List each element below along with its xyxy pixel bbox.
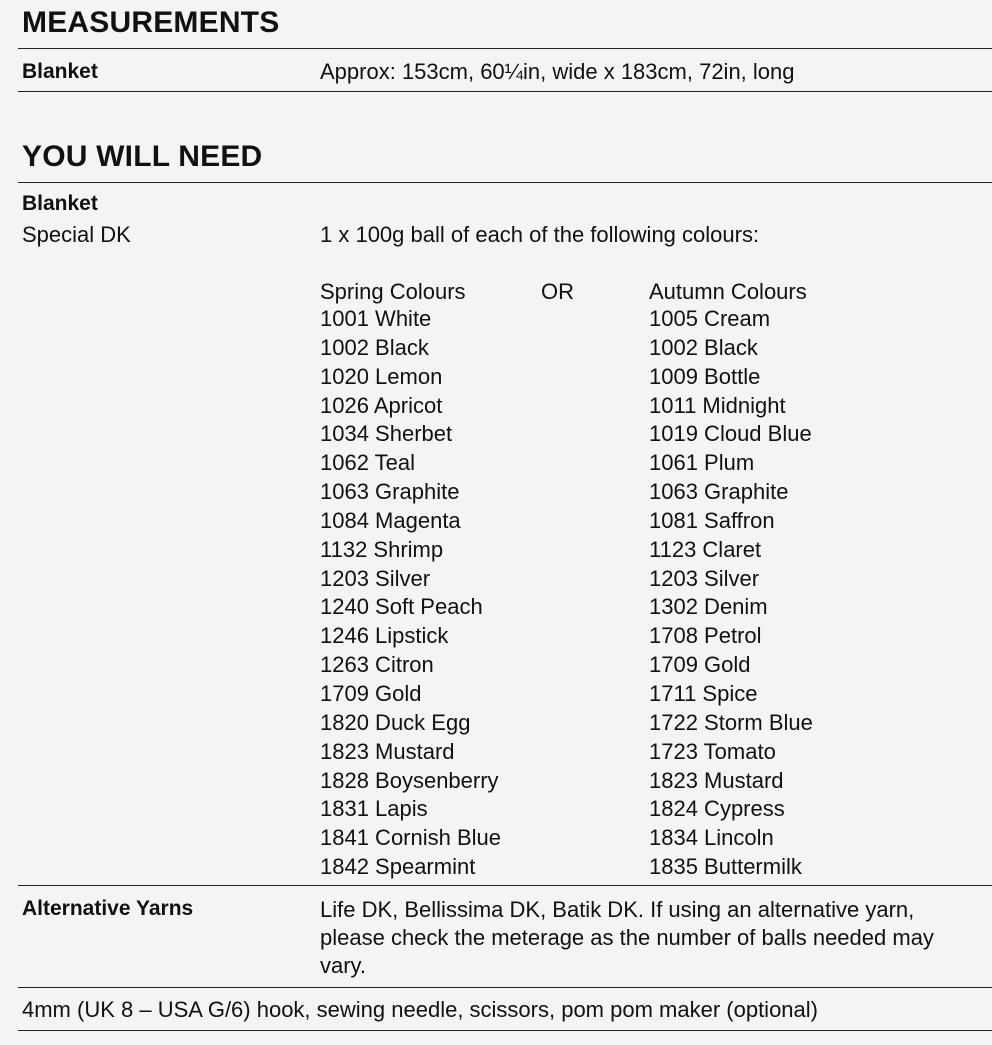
list-item: 1823 Mustard xyxy=(649,767,784,793)
list-item: 1246 Lipstick xyxy=(320,623,449,649)
spring-colours-header: Spring Colours xyxy=(320,279,466,304)
list-item: 1834 Lincoln xyxy=(649,825,774,851)
list-item: 1026 Apricot xyxy=(320,392,443,418)
list-item: 1709 Gold xyxy=(320,680,422,706)
list-item: 1132 Shrimp xyxy=(320,536,444,562)
tools-text: 4mm (UK 8 – USA G/6) hook, sewing needle, scissors, pom pom maker (optional) xyxy=(22,997,818,1022)
list-item: 1001 White xyxy=(320,306,432,331)
list-item: 1203 Silver xyxy=(320,565,431,591)
measurements-heading: MEASUREMENTS xyxy=(22,6,280,39)
list-item: 1034 Sherbet xyxy=(320,421,453,447)
measurements-label: Blanket xyxy=(22,60,98,83)
list-item: 1835 Buttermilk xyxy=(649,854,802,880)
list-item: 1831 Lapis xyxy=(320,796,428,822)
list-item: 1722 Storm Blue xyxy=(649,709,813,735)
blanket-subheading: Blanket xyxy=(22,192,98,215)
list-item: 1842 Spearmint xyxy=(320,854,476,880)
list-item: 1020 Lemon xyxy=(320,363,443,389)
autumn-colours-list xyxy=(649,305,813,882)
list-item: 1723 Tomato xyxy=(649,738,776,764)
list-item: 1709 Gold xyxy=(649,652,751,678)
divider xyxy=(18,987,992,988)
list-item: 1823 Mustard xyxy=(320,738,455,764)
list-item: 1061 Plum xyxy=(649,450,755,476)
list-item: 1828 Boysenberry xyxy=(320,767,499,793)
list-item: 1841 Cornish Blue xyxy=(320,825,502,851)
list-item: 1009 Bottle xyxy=(649,363,761,389)
yarn-value: 1 x 100g ball of each of the following colours: xyxy=(320,222,760,247)
list-item: 1011 Midnight xyxy=(649,392,786,418)
list-item: 1062 Teal xyxy=(320,450,416,476)
list-item: 1063 Graphite xyxy=(649,479,789,505)
divider xyxy=(18,48,992,49)
measurements-value: Approx: 153cm, 60¼in, wide x 183cm, 72in, long xyxy=(320,59,795,84)
divider xyxy=(18,885,992,886)
list-item: 1711 Spice xyxy=(649,680,758,706)
or-label: OR xyxy=(541,279,574,304)
list-item: 1002 Black xyxy=(649,334,758,360)
list-item: 1708 Petrol xyxy=(649,623,762,649)
divider xyxy=(18,182,992,183)
list-item: 1240 Soft Peach xyxy=(320,594,483,620)
alternative-yarns-label: Alternative Yarns xyxy=(22,897,194,920)
autumn-colours-header: Autumn Colours xyxy=(649,279,807,304)
you-will-need-heading: YOU WILL NEED xyxy=(22,140,263,173)
list-item: 1019 Cloud Blue xyxy=(649,421,812,447)
list-item: 1302 Denim xyxy=(649,594,768,620)
list-item: 1203 Silver xyxy=(649,565,760,591)
spring-colours-list xyxy=(320,305,501,882)
list-item: 1824 Cypress xyxy=(649,796,785,822)
alternative-yarns-value: Life DK, Bellissima DK, Batik DK. If using an alternative yarn, please check the meterage as the number of balls needed may vary. xyxy=(320,897,934,978)
list-item: 1820 Duck Egg xyxy=(320,709,471,735)
list-item: 1084 Magenta xyxy=(320,507,461,533)
list-item: 1063 Graphite xyxy=(320,479,460,505)
divider xyxy=(18,91,992,92)
yarn-label: Special DK xyxy=(22,222,131,247)
list-item: 1081 Saffron xyxy=(649,507,775,533)
list-item: 1123 Claret xyxy=(649,536,762,562)
list-item: 1002 Black xyxy=(320,334,429,360)
divider xyxy=(18,1030,992,1031)
list-item: 1263 Citron xyxy=(320,652,434,678)
list-item: 1005 Cream xyxy=(649,306,771,331)
